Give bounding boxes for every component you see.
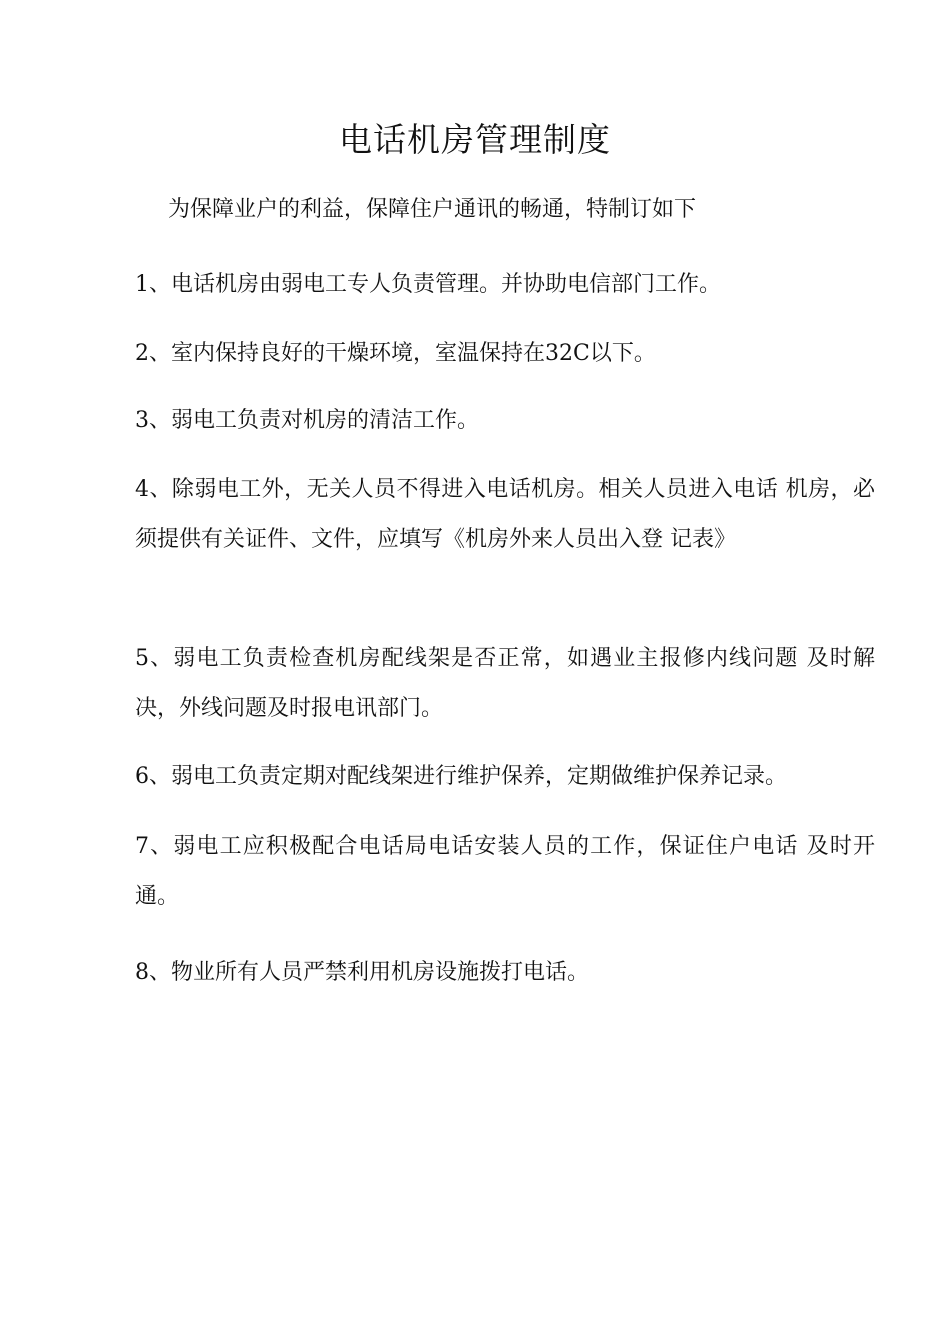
rule-item-2: 2、室内保持良好的干燥环境，室温保持在32C以下。	[135, 341, 656, 366]
rule-item-3: 3、弱电工负责对机房的清洁工作。	[135, 408, 479, 433]
document-title: 电话机房管理制度	[339, 120, 611, 159]
intro-paragraph: 为保障业户的利益，保障住户通讯的畅通，特制订如下	[168, 197, 697, 222]
rule-item-4: 4、除弱电工外，无关人员不得进入电话机房。相关人员进入电话 机房，必须提供有关证件、文件，应填写《机房外来人员出入登 记表》	[135, 477, 875, 552]
rule-item-7: 7、弱电工应积极配合电话局电话安装人员的工作，保证住户电话 及时开通。	[135, 834, 875, 909]
rule-item-1: 1、电话机房由弱电工专人负责管理。并协助电信部门工作。	[135, 272, 721, 297]
rule-item-6: 6、弱电工负责定期对配线架进行维护保养，定期做维护保养记录。	[135, 764, 787, 789]
rule-item-8: 8、物业所有人员严禁利用机房设施拨打电话。	[135, 960, 589, 985]
rule-item-5: 5、弱电工负责检查机房配线架是否正常，如遇业主报修内线问题 及时解决，外线问题及时报电讯部门。	[135, 646, 875, 721]
